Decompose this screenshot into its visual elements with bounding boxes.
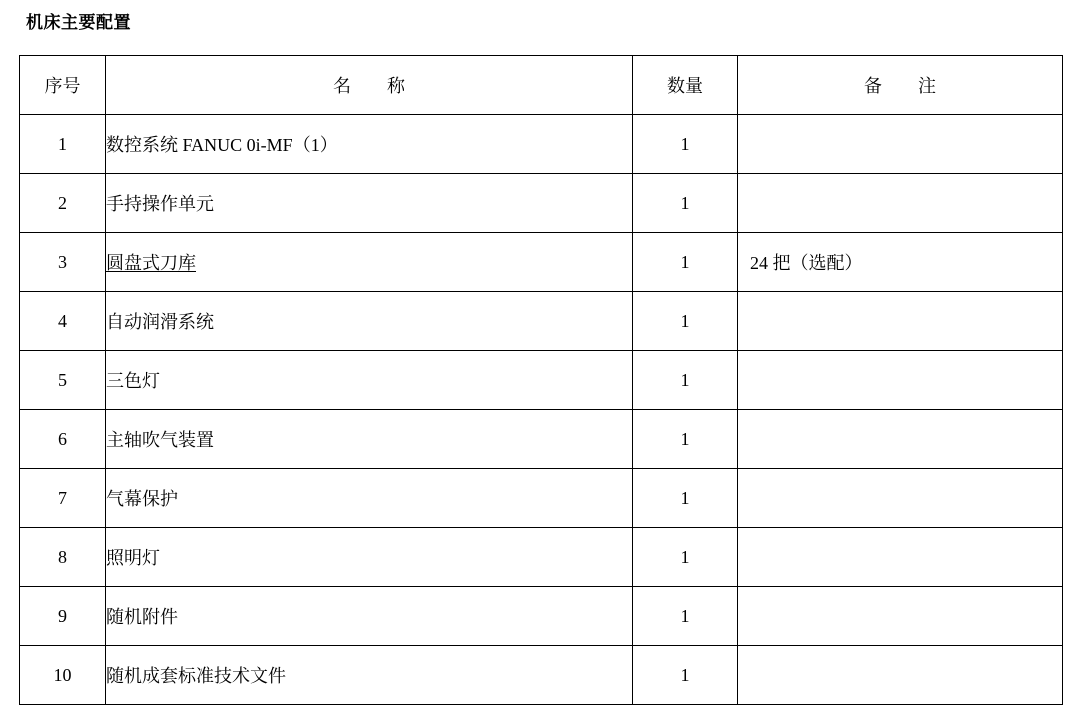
cell-remark [738, 233, 1063, 292]
cell-no: 9 [20, 587, 106, 646]
column-header-no [20, 56, 106, 115]
cell-remark [738, 646, 1063, 705]
cell-name [106, 115, 633, 174]
cell-quantity: 1 [633, 233, 738, 292]
cell-name-text[interactable]: 圆盘式刀库 [106, 253, 196, 273]
cell-remark-text [738, 488, 750, 508]
table-header [20, 56, 1063, 115]
cell-name-text: 气幕保护 [106, 489, 178, 509]
cell-no: 8 [20, 528, 106, 587]
table-row [20, 587, 1063, 646]
cell-remark-text [738, 134, 750, 154]
cell-name [106, 292, 633, 351]
cell-remark [738, 174, 1063, 233]
table-body [20, 115, 1063, 705]
cell-remark [738, 410, 1063, 469]
cell-remark-text [738, 193, 750, 213]
table-row [20, 469, 1063, 528]
cell-remark [738, 469, 1063, 528]
column-header-no-label: 序号 [44, 76, 81, 96]
cell-name [106, 587, 633, 646]
cell-name-text: 照明灯 [106, 548, 160, 568]
table-row [20, 410, 1063, 469]
cell-quantity: 1 [633, 528, 738, 587]
cell-remark-text: 24 把（选配） [750, 253, 863, 273]
cell-name [106, 351, 633, 410]
cell-no: 10 [20, 646, 106, 705]
machine-configuration-table [19, 55, 1063, 705]
cell-name [106, 410, 633, 469]
table-row [20, 233, 1063, 292]
cell-quantity: 1 [633, 351, 738, 410]
table-row [20, 115, 1063, 174]
cell-remark-text [738, 606, 750, 626]
column-header-quantity [633, 56, 738, 115]
cell-name [106, 233, 633, 292]
column-header-name-label: 名 称 [333, 76, 414, 96]
cell-quantity: 1 [633, 469, 738, 528]
cell-remark-text [738, 311, 750, 331]
cell-quantity: 1 [633, 587, 738, 646]
cell-remark [738, 528, 1063, 587]
cell-remark-text [738, 547, 750, 567]
column-header-name [106, 56, 633, 115]
cell-name [106, 174, 633, 233]
cell-no: 1 [20, 115, 106, 174]
table-row [20, 646, 1063, 705]
column-header-quantity-label: 数量 [667, 76, 703, 96]
cell-name-text: 手持操作单元 [106, 194, 214, 214]
table-row [20, 292, 1063, 351]
table-row [20, 528, 1063, 587]
cell-remark-text [738, 429, 750, 449]
cell-quantity: 1 [633, 646, 738, 705]
cell-remark [738, 351, 1063, 410]
page-title: 机床主要配置 [26, 13, 131, 33]
cell-quantity: 1 [633, 410, 738, 469]
cell-quantity: 1 [633, 115, 738, 174]
cell-no: 3 [20, 233, 106, 292]
cell-name [106, 646, 633, 705]
cell-remark-text [738, 665, 750, 685]
cell-quantity: 1 [633, 292, 738, 351]
cell-name-text: 自动润滑系统 [106, 312, 214, 332]
cell-remark-text [738, 370, 750, 390]
cell-no: 4 [20, 292, 106, 351]
cell-name [106, 469, 633, 528]
cell-remark [738, 587, 1063, 646]
table-row [20, 174, 1063, 233]
table-header-row [20, 56, 1063, 115]
cell-remark [738, 292, 1063, 351]
cell-name [106, 528, 633, 587]
column-header-remark-label: 备 注 [864, 76, 945, 96]
cell-no: 7 [20, 469, 106, 528]
cell-no: 6 [20, 410, 106, 469]
cell-name-text: 随机附件 [106, 607, 178, 627]
cell-no: 2 [20, 174, 106, 233]
cell-name-text: 随机成套标准技术文件 [106, 666, 286, 686]
cell-name-text: 主轴吹气装置 [106, 430, 214, 450]
cell-quantity: 1 [633, 174, 738, 233]
cell-name-text: 三色灯 [106, 371, 160, 391]
column-header-remark [738, 56, 1063, 115]
cell-no: 5 [20, 351, 106, 410]
cell-remark [738, 115, 1063, 174]
table-row [20, 351, 1063, 410]
cell-name-text: 数控系统 FANUC 0i-MF（1） [106, 135, 338, 155]
